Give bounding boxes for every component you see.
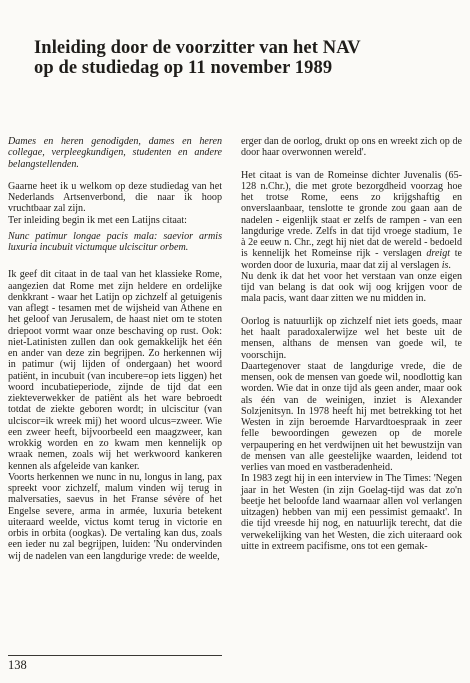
paragraph-citaat-explanation: Ik geef dit citaat in de taal van het klassieke Rome, aangezien dat Rome met zijn heldere en ordelijke denkkrant - waar het Latijn op zichzelf al getuigenis van aflegt - tesamen met de wijsheid van Athene en het geloof van Jerusalem, de haast niet om te stoten driepoot vormt waar onze beschaving op rust. Ook: niet-Latinisten zullen dan ook gemakkelijk het één en ander van deze zin begrijpen. Zo herkennen wij in patimur (wij lijden of ondergaan) het woord patiënt, in incubuit (van incubere=op iets liggen) het woord incubatieperiode, zijnde de tijd dat een ziekteverwekker de patiënt als het ware bebroedt totdat de ziekte geboren wordt; in ulciscitur (van ulciscor=ik wreek mij) het woord ulcus=zweer. Wie een zweer heeft, bijvoorbeeld een maagzweer, kan wrokkig worden en zo kwam men kennelijk op wraak nemen, zoals wij het werkwoord kankeren kennen als afgeleide van kanker. <box>8 269 222 472</box>
paragraph-mala-pacis: Nu denk ik dat het voor het verstaan van onze eigen tijd van belang is dat ook wij oog krijgen voor de mala pacis, want daar zitten we nu midden in. <box>241 270 462 305</box>
juvenalis-text-a: Het citaat is van de Romeinse dichter Juvenalis (65-128 n.Chr.), die met grote bezorgdheid voorzag hoe het trotse Rome, eens zo krijgshaftig en onverslaanbaar, tenslotte te gronde zou gaan aan de nadelen - eigenlijk staat er zelfs de rampen - van een langdurige vrede. Zelfs in dat tijd vroege stadium, 1e à 2e eeuw n. Chr., zegt hij niet dat de wereld - bedoeld is kennelijk het Romeinse rijk - verslagen <box>241 169 462 260</box>
page-title <box>34 38 454 78</box>
paragraph-vertaling: Voorts herkennen we nunc in nu, longus in lang, pax spreekt voor zichzelf, malum vinden wij terug in malversaties, saevus in het Franse sévère of het Engelse severe, arma in armée, luxuria betekent uiteraard weelde, victus komt terug in victorie en orbis in orbita (oogkas). De vertaling kan dus, zoals een ieder nu zal begrijpen, luiden: 'Nu ondervinden wij de nadelen van een langdurige vrede: de weelde, <box>8 471 222 562</box>
paragraph-juvenalis <box>241 170 462 271</box>
emphasis-is: is <box>441 259 449 271</box>
juvenalis-text-c: . <box>448 259 451 271</box>
title-line-1: Inleiding door de voorzitter van het NAV <box>34 38 361 58</box>
salutation: Dames en heren genodigden, dames en heren collegae, verpleegkundigen, studenten en andere belangstellenden. <box>8 136 222 170</box>
intro-line: Ter inleiding begin ik met een Latijns citaat: <box>8 214 187 226</box>
paragraph-oorlog: Oorlog is natuurlijk op zichzelf niet iets goeds, maar het haalt paradoxalerwijze wel het beste uit de mensen, althans de mensen van goede wil, te voorschijn. <box>241 315 462 361</box>
footer-rule <box>8 655 222 656</box>
latin-quote: Nunc patimur longae pacis mala: saevior armis luxuria incubuit victumque ulciscitur orbem. <box>8 230 222 254</box>
right-column <box>241 136 462 552</box>
paragraph-1983: In 1983 zegt hij in een interview in The Times: 'Negen jaar in het Westen (in zijn Goelag-tijd was dat zo'n beetje het beloofde land waarnaar allen vol verlangen uitzagen) hebben van mij een pessimist gemaakt'. In die tijd vreesde hij nog, en natuurlijk terecht, dat die verwekelijking van het Westen, die zich uiteraard ook uitte in extreem pacifisme, ons tot een gemak- <box>241 473 462 552</box>
emphasis-dreigt: dreigt <box>426 248 451 260</box>
page-number: 138 <box>8 658 27 672</box>
paragraph-continuation: erger dan de oorlog, drukt op ons en wreekt zich op de door haar overwonnen wereld'. <box>241 136 462 159</box>
welcome-paragraph: Gaarne heet ik u welkom op deze studiedag van het Nederlands Artsenverbond, die naar ik hoop vruchtbaar zal zijn. <box>8 180 222 215</box>
juvenalis-text-b: te worden door de luxuria, maar dat zij al verslagen <box>241 248 462 271</box>
title-line-2: op de studiedag op 11 november 1989 <box>34 58 333 78</box>
left-column <box>8 136 222 562</box>
paragraph-daartegenover: Daartegenover staat de langdurige vrede, die de mensen, ook de mensen van goede wil, noodlottig kan worden. Wie dat in onze tijd als geen ander, maar ook als één van de weinigen, inziet is Alexander Solzjenitsyn. In 1978 heeft hij met betrekking tot het Westen in zijn beroemde Harvardtoespraak in zeer felle bewoordingen gewezen op de morele verpaupering en het verdwijnen uit het bewustzijn van de mensen van alle geestelijke waarden, leidend tot verlies van moed en vastberadenheid. <box>241 360 462 474</box>
